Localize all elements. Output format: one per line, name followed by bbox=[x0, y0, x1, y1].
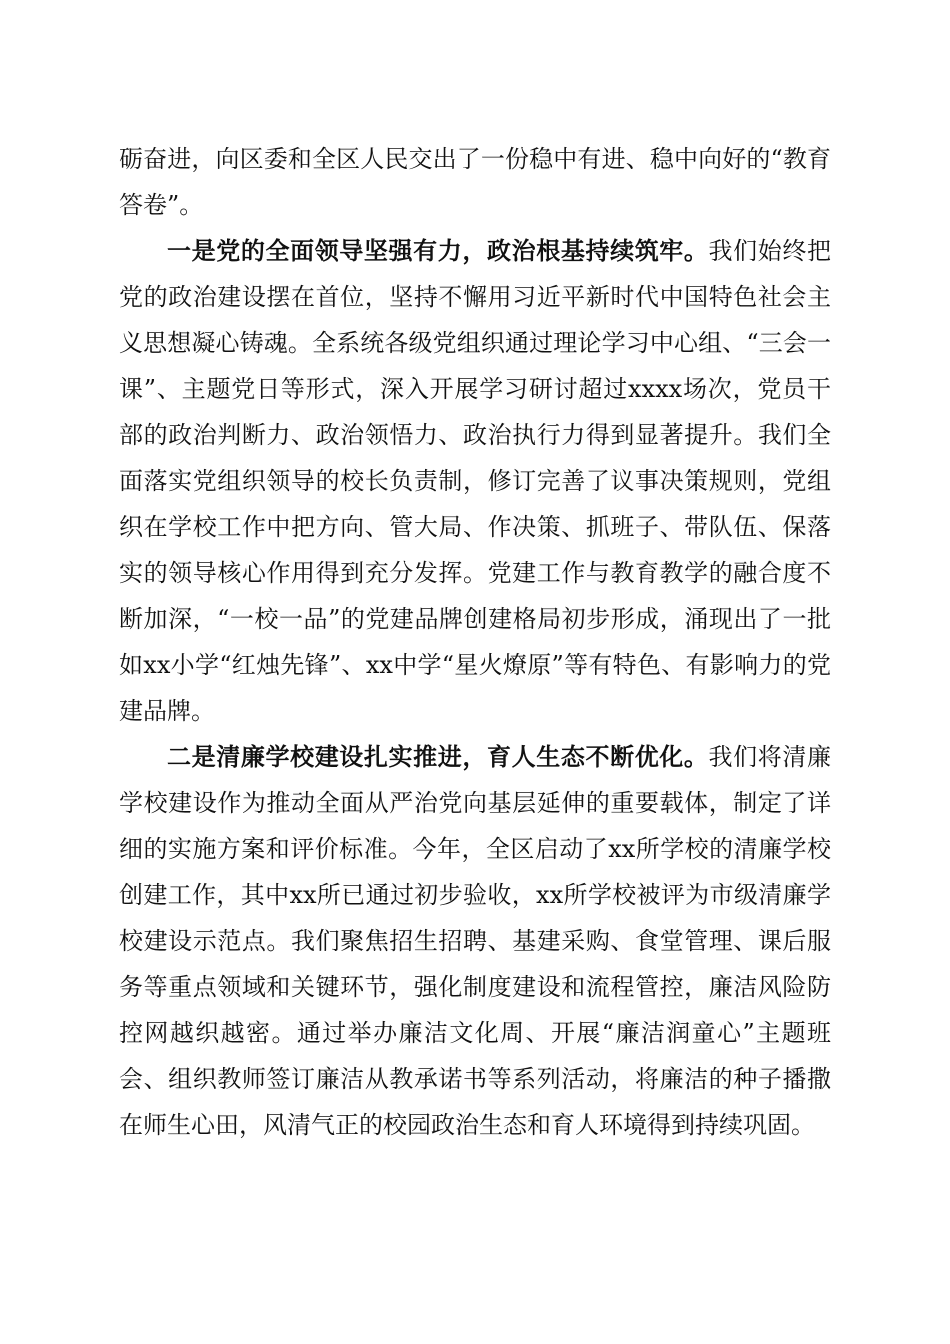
paragraph-party-leadership bbox=[119, 228, 831, 734]
paragraph-lead-heading: 一是党的全面领导坚强有力，政治根基持续筑牢。 bbox=[167, 236, 709, 265]
document-body bbox=[119, 136, 831, 1148]
paragraph-clean-school bbox=[119, 734, 831, 1148]
paragraph-text: 砺奋进，向区委和全区人民交出了一份稳中有进、稳中向好的“教育答卷”。 bbox=[119, 145, 831, 219]
paragraph-continuation bbox=[119, 136, 831, 228]
paragraph-body-text: 我们始终把党的政治建设摆在首位，坚持不懈用习近平新时代中国特色社会主义思想凝心铸魂。全系统各级党组织通过理论学习中心组、“三会一课”、主题党日等形式，深入开展学习研讨超过xxxx场次，党员干部的政治判断力、政治领悟力、政治执行力得到显著提升。我们全面落实党组织领导的校长负责制，修订完善了议事决策规则，党组织在学校工作中把方向、管大局、作决策、抓班子、带队伍、保落实的领导核心作用得到充分发挥。党建工作与教育教学的融合度不断加深，“一校一品”的党建品牌创建格局初步形成，涌现出了一批如xx小学“红烛先锋”、xx中学“星火燎原”等有特色、有影响力的党建品牌。 bbox=[119, 237, 832, 725]
paragraph-body-text: 我们将清廉学校建设作为推动全面从严治党向基层延伸的重要载体，制定了详细的实施方案和评价标准。今年，全区启动了xx所学校的清廉学校创建工作，其中xx所已通过初步验收，xx所学校被评为市级清廉学校建设示范点。我们聚焦招生招聘、基建采购、食堂管理、课后服务等重点领域和关键环节，强化制度建设和流程管控，廉洁风险防控网越织越密。通过举办廉洁文化周、开展“廉洁润童心”主题班会、组织教师签订廉洁从教承诺书等系列活动，将廉洁的种子播撒在师生心田，风清气正的校园政治生态和育人环境得到持续巩固。 bbox=[119, 743, 832, 1139]
paragraph-lead-heading: 二是清廉学校建设扎实推进，育人生态不断优化。 bbox=[167, 742, 709, 771]
